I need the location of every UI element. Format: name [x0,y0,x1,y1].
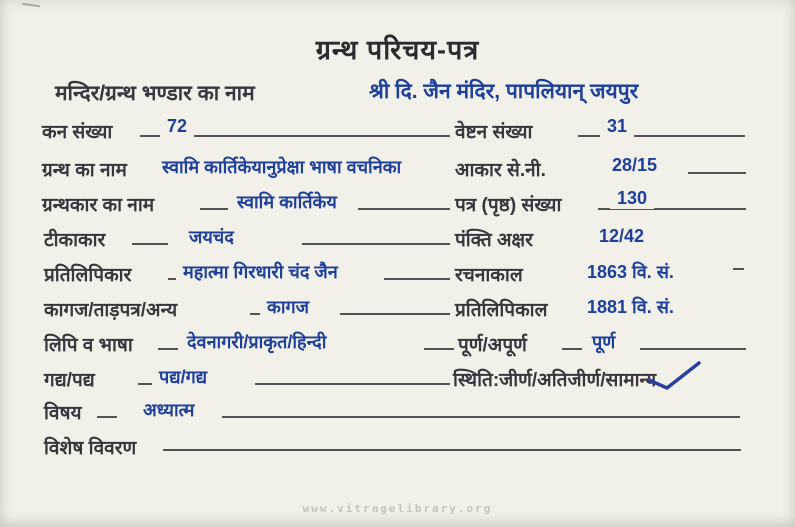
field-value-copyist: महात्मा गिरधारी चंद जैन [176,260,345,284]
blank-line [255,383,450,385]
watermark-text: www.vitragelibrary.org [302,502,493,515]
field-value-script-lang: देवनागरी/प्राकृत/हिन्दी [180,330,333,354]
blank-line [163,449,741,451]
field-value-commentator: जयचंद [182,225,241,249]
field-value-author: स्वामि कार्तिकेय [230,190,344,214]
field-value-serial: 72 [160,116,194,137]
blank-line [302,243,450,245]
field-label-pages: पत्र (पृष्ठ) संख्या [455,195,562,216]
field-value-subject: अध्यात्म [136,398,201,422]
field-label-commentator: टीकाकार [44,230,106,251]
field-label-serial: कन संख्या [42,122,113,143]
field-value-copied: 1881 वि. सं. [580,295,681,319]
field-value-veshtan: 31 [600,116,634,137]
field-value-line-letters: 12/42 [592,226,651,247]
field-label-composed: रचनाकाल [455,265,523,286]
field-label-condition: स्थिति:जीर्ण/अतिजीर्ण/सामान्य [453,370,657,391]
field-label-copyist: प्रतिलिपिकार [44,265,132,286]
field-value-completeness: पूर्ण [585,330,622,354]
field-label-material: कागज/ताड़पत्र/अन्य [44,300,178,321]
field-value-granth-name: स्वामि कार्तिकेयानुप्रेक्षा भाषा वचनिका [162,157,402,177]
blank-line [384,278,450,280]
field-label-completeness: पूर्ण/अपूर्ण [458,335,527,356]
field-value-material: कागज [260,295,316,319]
blank-line [424,348,454,350]
blank-line [132,243,168,245]
field-label-script-lang: लिपि व भाषा [44,335,133,356]
field-value-size: 28/15 [605,155,664,176]
blank-line [97,416,117,418]
field-label-mandir: मन्दिर/ग्रन्थ भण्डार का नाम [55,82,255,105]
blank-line [640,348,746,350]
field-value-mandir: श्री दि. जैन मंदिर, पापलियान् जयपुर [362,77,645,105]
blank-line [733,268,744,270]
field-label-granth-name: ग्रन्थ का नाम [42,160,127,181]
field-label-size: आकार से.नी. [455,160,546,181]
page-title: ग्रन्थ परिचय-पत्र [315,35,480,65]
field-label-line-letters: पंक्ति अक्षर [455,230,533,251]
blank-line [158,348,178,350]
pen-checkmark-samanya-icon [645,360,703,392]
blank-line [200,208,228,210]
blank-line [340,313,450,315]
blank-line [562,348,582,350]
field-value-pages: 130 [610,188,654,209]
blank-line [222,416,740,418]
field-value-prose-verse: पद्य/गद्य [152,365,214,389]
field-label-prose-verse: गद्य/पद्य [44,370,95,391]
blank-line [688,172,746,174]
field-label-subject: विषय [44,403,82,424]
field-value-composed: 1863 वि. सं. [580,260,681,284]
field-label-copied: प्रतिलिपिकाल [455,300,548,321]
field-label-special-note: विशेष विवरण [44,438,137,459]
field-label-author: ग्रन्थकार का नाम [42,195,155,216]
scan-artifact-speck [22,3,40,7]
blank-line [358,208,450,210]
field-label-veshtan: वेष्टन संख्या [455,122,533,143]
